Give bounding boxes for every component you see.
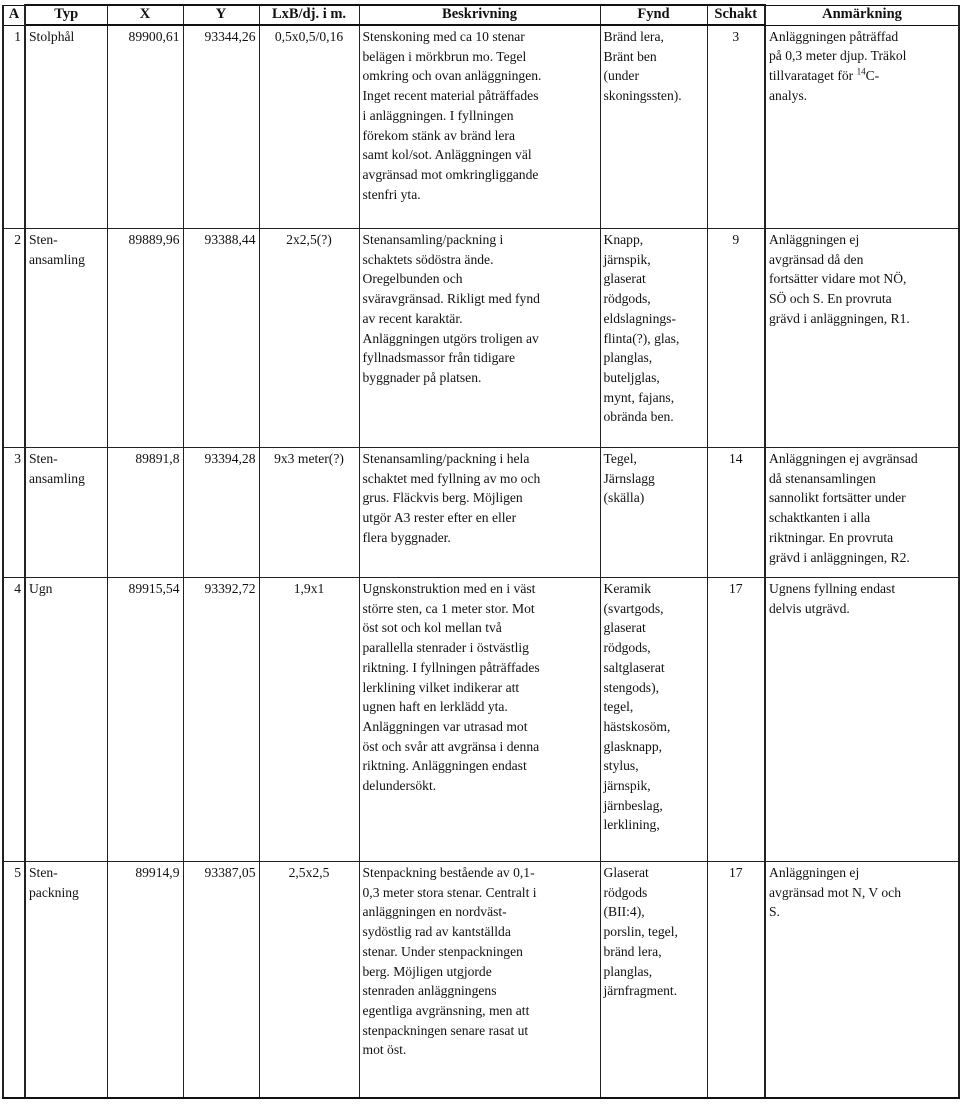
cell-line: saltglaserat [603, 659, 665, 675]
cell-line: rödgods, [603, 640, 651, 656]
cell-line: öst sot och kol mellan två [362, 620, 502, 636]
cell-beskrivning [359, 862, 600, 1099]
cell-line: buteljglas, [603, 369, 660, 385]
cell-line: 0,3 meter stora stenar. Centralt i [362, 884, 537, 900]
cell-line: stengods), [603, 679, 660, 695]
cell-line: glaserat [603, 271, 646, 287]
cell-line: järnfragment. [603, 983, 678, 999]
cell-line: flera byggnader. [362, 529, 451, 545]
cell-beskrivning [359, 448, 600, 578]
cell-line: riktning. I fyllningen påträffades [362, 659, 540, 675]
cell-line: Ugnens fyllning endast [769, 581, 896, 596]
cell-line: belägen i mörkbrun mo. Tegel [362, 48, 527, 64]
cell-line: parallella stenrader i östvästlig [362, 640, 529, 656]
cell-line: S. [769, 904, 780, 920]
cell-line: obrända ben. [603, 409, 674, 425]
table-row [3, 862, 959, 1099]
cell-line: glasknapp, [603, 738, 663, 754]
header-a: A [3, 5, 25, 25]
cell-line: avgränsad mot omkringliggande [362, 166, 539, 182]
cell-line: fortsätter vidare mot NÖ, [769, 271, 907, 287]
cell-a: 2 [3, 229, 25, 448]
cell-line: bränd lera, [603, 943, 662, 959]
superscript-isotope: 14 [856, 66, 866, 77]
cell-line: Anläggningen ej [769, 232, 860, 247]
cell-line: av recent karaktär. [362, 310, 463, 326]
cell-line [769, 66, 955, 86]
cell-line: Anläggningen påträffad [769, 28, 899, 44]
cell-line: järnspik, [603, 251, 651, 267]
cell-a: 1 [3, 25, 25, 229]
cell-y: 93388,44 [183, 229, 259, 448]
cell-line: delundersökt. [362, 778, 437, 794]
header-x: X [107, 5, 183, 25]
cell-line: stenraden anläggningens [362, 983, 497, 999]
cell-line: Bränd lera, [603, 29, 664, 44]
cell-line: eldslagnings- [603, 310, 676, 326]
cell-y: 93394,28 [183, 448, 259, 578]
cell-a: 4 [3, 578, 25, 862]
cell-anmarkning [765, 448, 959, 578]
cell-line: Knapp, [603, 232, 644, 247]
cell-line: ansamling [29, 470, 85, 486]
cell-line: tegel, [603, 699, 634, 715]
cell-line: grävd i anläggningen, R2. [769, 549, 910, 565]
cell-dimensions: 1,9x1 [259, 578, 359, 862]
cell-text: C- [865, 67, 880, 83]
cell-line: grus. Fläckvis berg. Möjligen [362, 490, 523, 506]
cell-line: mynt, fajans, [603, 389, 675, 405]
cell-schakt: 17 [707, 862, 765, 1099]
cell-typ [25, 448, 107, 578]
cell-line: rödgods, [603, 291, 651, 307]
cell-line: omkring och ovan anläggningen. [362, 68, 542, 84]
cell-typ [25, 25, 107, 229]
cell-line: i anläggningen. I fyllningen [362, 107, 514, 123]
table-row [3, 578, 959, 862]
cell-line: Ugnskonstruktion med en i väst [362, 581, 536, 596]
cell-a: 3 [3, 448, 25, 578]
cell-line: Keramik [603, 581, 652, 596]
cell-schakt: 9 [707, 229, 765, 448]
cell-line: Anläggningen var utrasad mot [362, 718, 528, 734]
cell-line: glaserat [603, 620, 646, 636]
cell-schakt: 3 [707, 25, 765, 229]
cell-beskrivning [359, 25, 600, 229]
cell-y: 93387,05 [183, 862, 259, 1099]
cell-typ [25, 578, 107, 862]
cell-line: packning [29, 884, 79, 900]
cell-line: Stolphål [29, 29, 75, 44]
cell-line: planglas, [603, 963, 653, 979]
header-beskrivning: Beskrivning [359, 5, 600, 25]
cell-line: rödgods [603, 884, 648, 900]
cell-line: Stenskoning med ca 10 stenar [362, 29, 525, 44]
cell-line: (under [603, 68, 639, 84]
cell-line: Glaserat [603, 865, 649, 880]
cell-line: Oregelbunden och [362, 271, 463, 287]
cell-fynd [600, 862, 707, 1099]
cell-line: hästskosöm, [603, 718, 671, 734]
cell-line: på 0,3 meter djup. Träkol [769, 48, 907, 64]
cell-dimensions: 9x3 meter(?) [259, 448, 359, 578]
cell-line: (svartgods, [603, 600, 664, 616]
cell-line: mot öst. [362, 1042, 407, 1058]
cell-line: öst och svår att avgränsa i denna [362, 738, 540, 754]
table-header-row [3, 5, 959, 25]
cell-line: flinta(?), glas, [603, 330, 680, 346]
cell-line: då stenansamlingen [769, 470, 876, 486]
cell-line: riktningar. En provruta [769, 529, 894, 545]
header-fynd: Fynd [600, 5, 707, 25]
cell-anmarkning [765, 578, 959, 862]
cell-line: Anläggningen ej avgränsad [769, 451, 918, 466]
table-row [3, 25, 959, 229]
header-schakt: Schakt [707, 5, 765, 25]
table-row [3, 229, 959, 448]
cell-line: sväravgränsad. Rikligt med fynd [362, 291, 540, 307]
cell-line: stenpackningen senare rasat ut [362, 1022, 529, 1038]
cell-line: SÖ och S. En provruta [769, 291, 892, 307]
cell-x: 89891,8 [107, 448, 183, 578]
cell-line: (skälla) [603, 490, 645, 506]
cell-line: Sten- [29, 232, 58, 247]
cell-fynd [600, 578, 707, 862]
cell-fynd [600, 448, 707, 578]
cell-line: Stenansamling/packning i [362, 232, 504, 247]
cell-line: stenfri yta. [362, 186, 421, 202]
cell-line: Ugn [29, 581, 53, 596]
cell-x: 89889,96 [107, 229, 183, 448]
header-dimensions: LxB/dj. i m. [259, 5, 359, 25]
cell-line: Anläggningen ej [769, 865, 860, 880]
cell-line: utgör A3 rester efter en eller [362, 510, 517, 526]
cell-fynd [600, 229, 707, 448]
cell-line: schaktets södöstra ände. [362, 251, 494, 267]
cell-line: analys. [769, 87, 808, 103]
cell-line: riktning. Anläggningen endast [362, 758, 527, 774]
cell-line: Inget recent material påträffades [362, 88, 539, 104]
cell-line: järnspik, [603, 778, 651, 794]
cell-line: Stenpackning bestående av 0,1- [362, 865, 535, 880]
cell-line: Sten- [29, 865, 58, 880]
cell-fynd [600, 25, 707, 229]
cell-y: 93344,26 [183, 25, 259, 229]
cell-line: sannolikt fortsätter under [769, 490, 906, 506]
cell-x: 89915,54 [107, 578, 183, 862]
cell-a: 5 [3, 862, 25, 1099]
cell-line: delvis utgrävd. [769, 600, 850, 616]
cell-y: 93392,72 [183, 578, 259, 862]
cell-line: förekom stänk av bränd lera [362, 127, 515, 143]
cell-dimensions: 2x2,5(?) [259, 229, 359, 448]
cell-line: porslin, tegel, [603, 924, 678, 940]
cell-line: stenar. Under stenpackningen [362, 943, 523, 959]
cell-line: sydöstlig rad av kantställda [362, 924, 511, 940]
cell-line: lerklining, [603, 817, 660, 833]
cell-schakt: 17 [707, 578, 765, 862]
cell-anmarkning [765, 25, 959, 229]
cell-text: tillvarataget för [769, 67, 854, 83]
cell-line: skoningssten). [603, 88, 682, 104]
header-y: Y [183, 5, 259, 25]
cell-line: Tegel, [603, 451, 637, 466]
cell-anmarkning [765, 862, 959, 1099]
cell-x: 89914,9 [107, 862, 183, 1099]
cell-anmarkning [765, 229, 959, 448]
cell-line: ansamling [29, 251, 85, 267]
cell-line: Sten- [29, 451, 58, 466]
cell-line: fyllnadsmassor från tidigare [362, 350, 516, 366]
cell-line: Stenansamling/packning i hela [362, 451, 530, 466]
cell-line: Järnslagg [603, 470, 655, 486]
cell-beskrivning [359, 229, 600, 448]
cell-line: stylus, [603, 758, 639, 774]
cell-typ [25, 229, 107, 448]
cell-line: schaktet med fyllning av mo och [362, 470, 541, 486]
cell-beskrivning [359, 578, 600, 862]
cell-typ [25, 862, 107, 1099]
cell-line: byggnader på platsen. [362, 369, 482, 385]
cell-line: grävd i anläggningen, R1. [769, 310, 910, 326]
cell-line: lerklining vilket indikerar att [362, 679, 520, 695]
cell-schakt: 14 [707, 448, 765, 578]
cell-line: Anläggningen utgörs troligen av [362, 330, 539, 346]
cell-dimensions: 2,5x2,5 [259, 862, 359, 1099]
cell-line: anläggningen en nordväst- [362, 904, 507, 920]
cell-line: egentliga avgränsning, men att [362, 1002, 530, 1018]
cell-line: Bränt ben [603, 48, 657, 64]
header-typ: Typ [25, 5, 107, 25]
cell-line: järnbeslag, [603, 797, 663, 813]
cell-line: större sten, ca 1 meter stor. Mot [362, 600, 535, 616]
cell-line: planglas, [603, 350, 653, 366]
cell-line: samt kol/sot. Anläggningen väl [362, 147, 532, 163]
header-anmarkning: Anmärkning [765, 5, 959, 25]
cell-line: (BII:4), [603, 904, 645, 920]
feature-register-table [2, 4, 960, 1099]
cell-dimensions: 0,5x0,5/0,16 [259, 25, 359, 229]
cell-line: avgränsad då den [769, 251, 864, 267]
cell-x: 89900,61 [107, 25, 183, 229]
table-row [3, 448, 959, 578]
cell-line: berg. Möjligen utgjorde [362, 963, 492, 979]
cell-line: avgränsad mot N, V och [769, 884, 902, 900]
cell-line: schaktkanten i alla [769, 510, 871, 526]
cell-line: ugnen haft en lerklädd yta. [362, 699, 508, 715]
